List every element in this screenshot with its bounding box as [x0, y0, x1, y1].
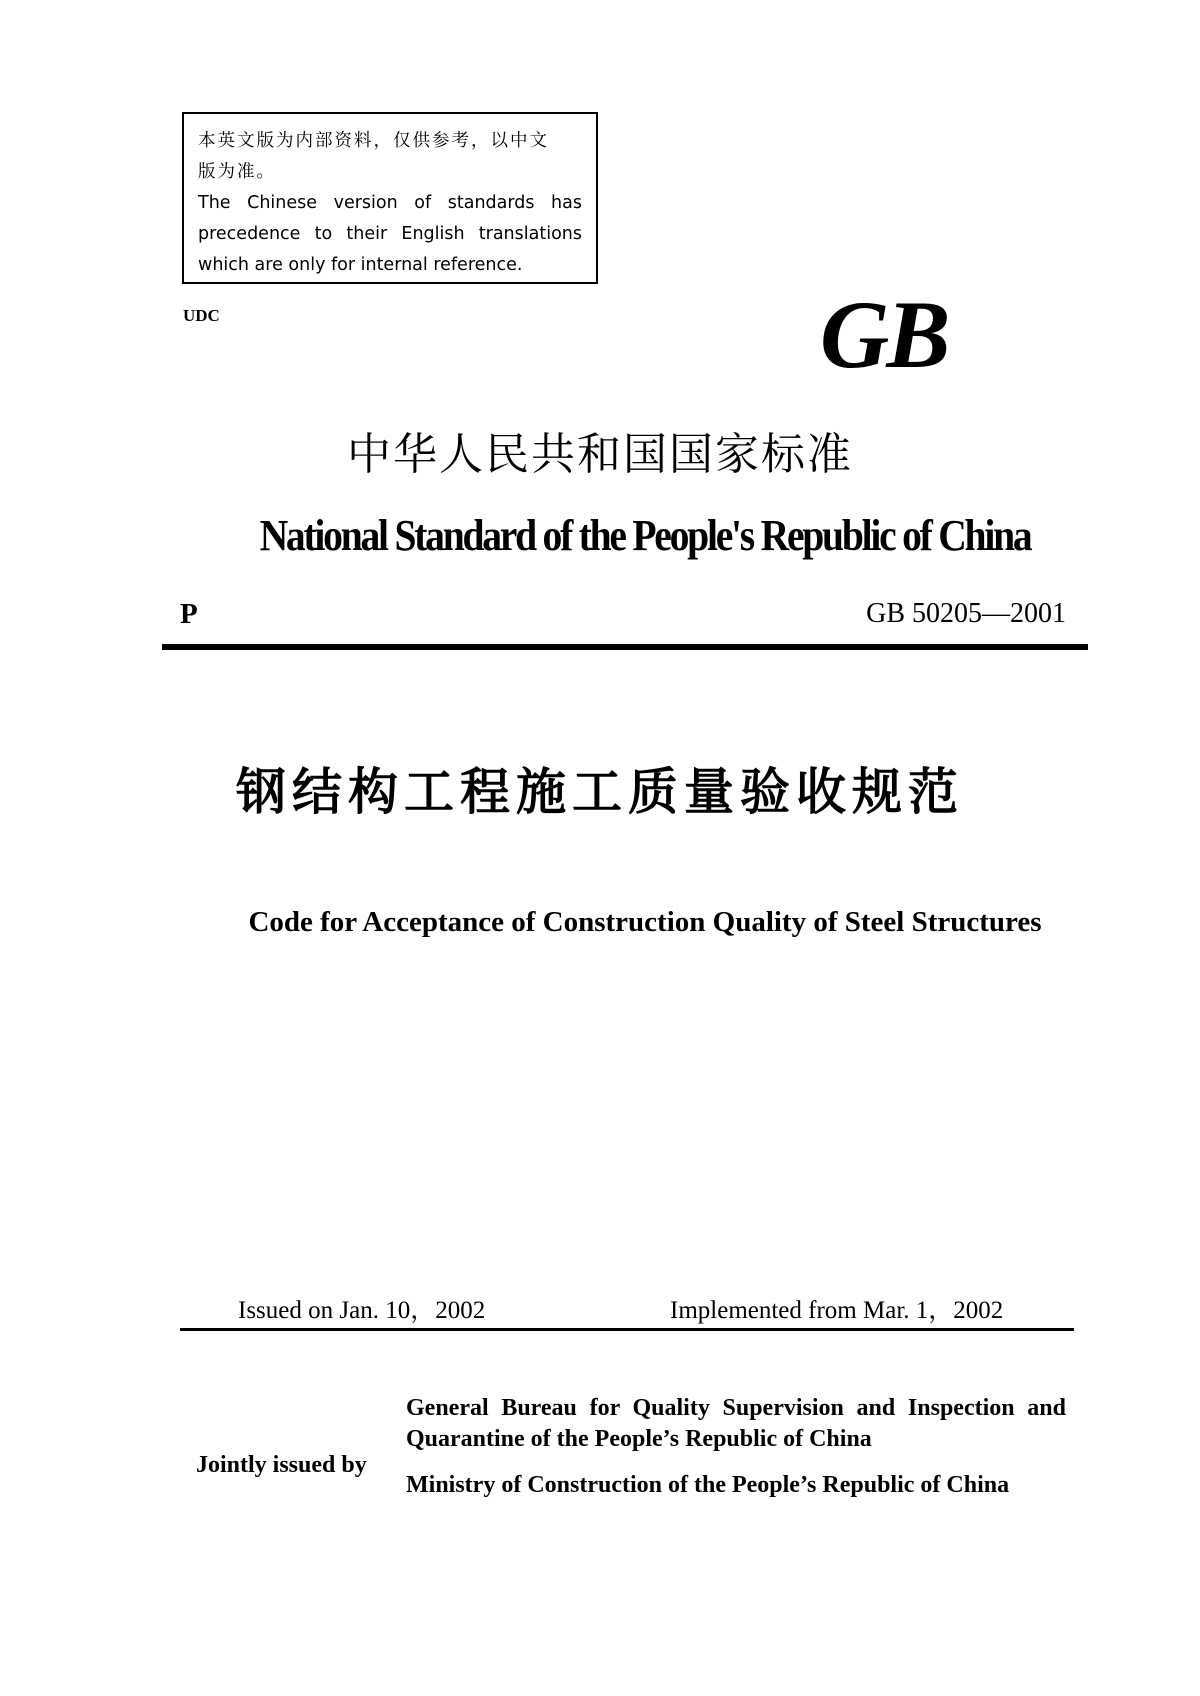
issued-date: Issued on Jan. 10，2002 [238, 1297, 486, 1324]
notice-en-line-2: precedence to their English translations [198, 224, 582, 244]
issuer-ministry-construction: Ministry of Construction of the People’s Republic of China [406, 1472, 1010, 1498]
document-title-en: Code for Acceptance of Construction Quality of Steel Structures [248, 906, 1042, 938]
national-standard-zh: 中华人民共和国国家标准 [347, 429, 853, 480]
header-divider [162, 644, 1088, 650]
notice-en-line-3: which are only for internal reference. [198, 255, 523, 275]
implemented-date: Implemented from Mar. 1，2002 [670, 1297, 1004, 1324]
notice-box [182, 112, 598, 284]
gb-logo: GB [820, 281, 948, 388]
notice-zh-line-1: 本英文版为内部资料，仅供参考，以中文 [198, 131, 549, 151]
udc-label: UDC [183, 306, 220, 325]
notice-en-line-1: The Chinese version of standards has [198, 193, 582, 213]
dates-divider [180, 1328, 1074, 1331]
jointly-issued-label: Jointly issued by [196, 1452, 367, 1478]
issuer-quality-bureau: General Bureau for Quality Supervision and Inspection and Quarantine of the People’s Republic of China [406, 1395, 1066, 1452]
national-standard-en: National Standard of the People's Republic of China [259, 511, 1031, 560]
notice-zh-line-2: 版为准。 [198, 162, 276, 182]
classification-code: P [180, 598, 198, 630]
document-title-zh: 钢结构工程施工质量验收规范 [236, 763, 964, 821]
standard-number: GB 50205—2001 [866, 598, 1066, 629]
